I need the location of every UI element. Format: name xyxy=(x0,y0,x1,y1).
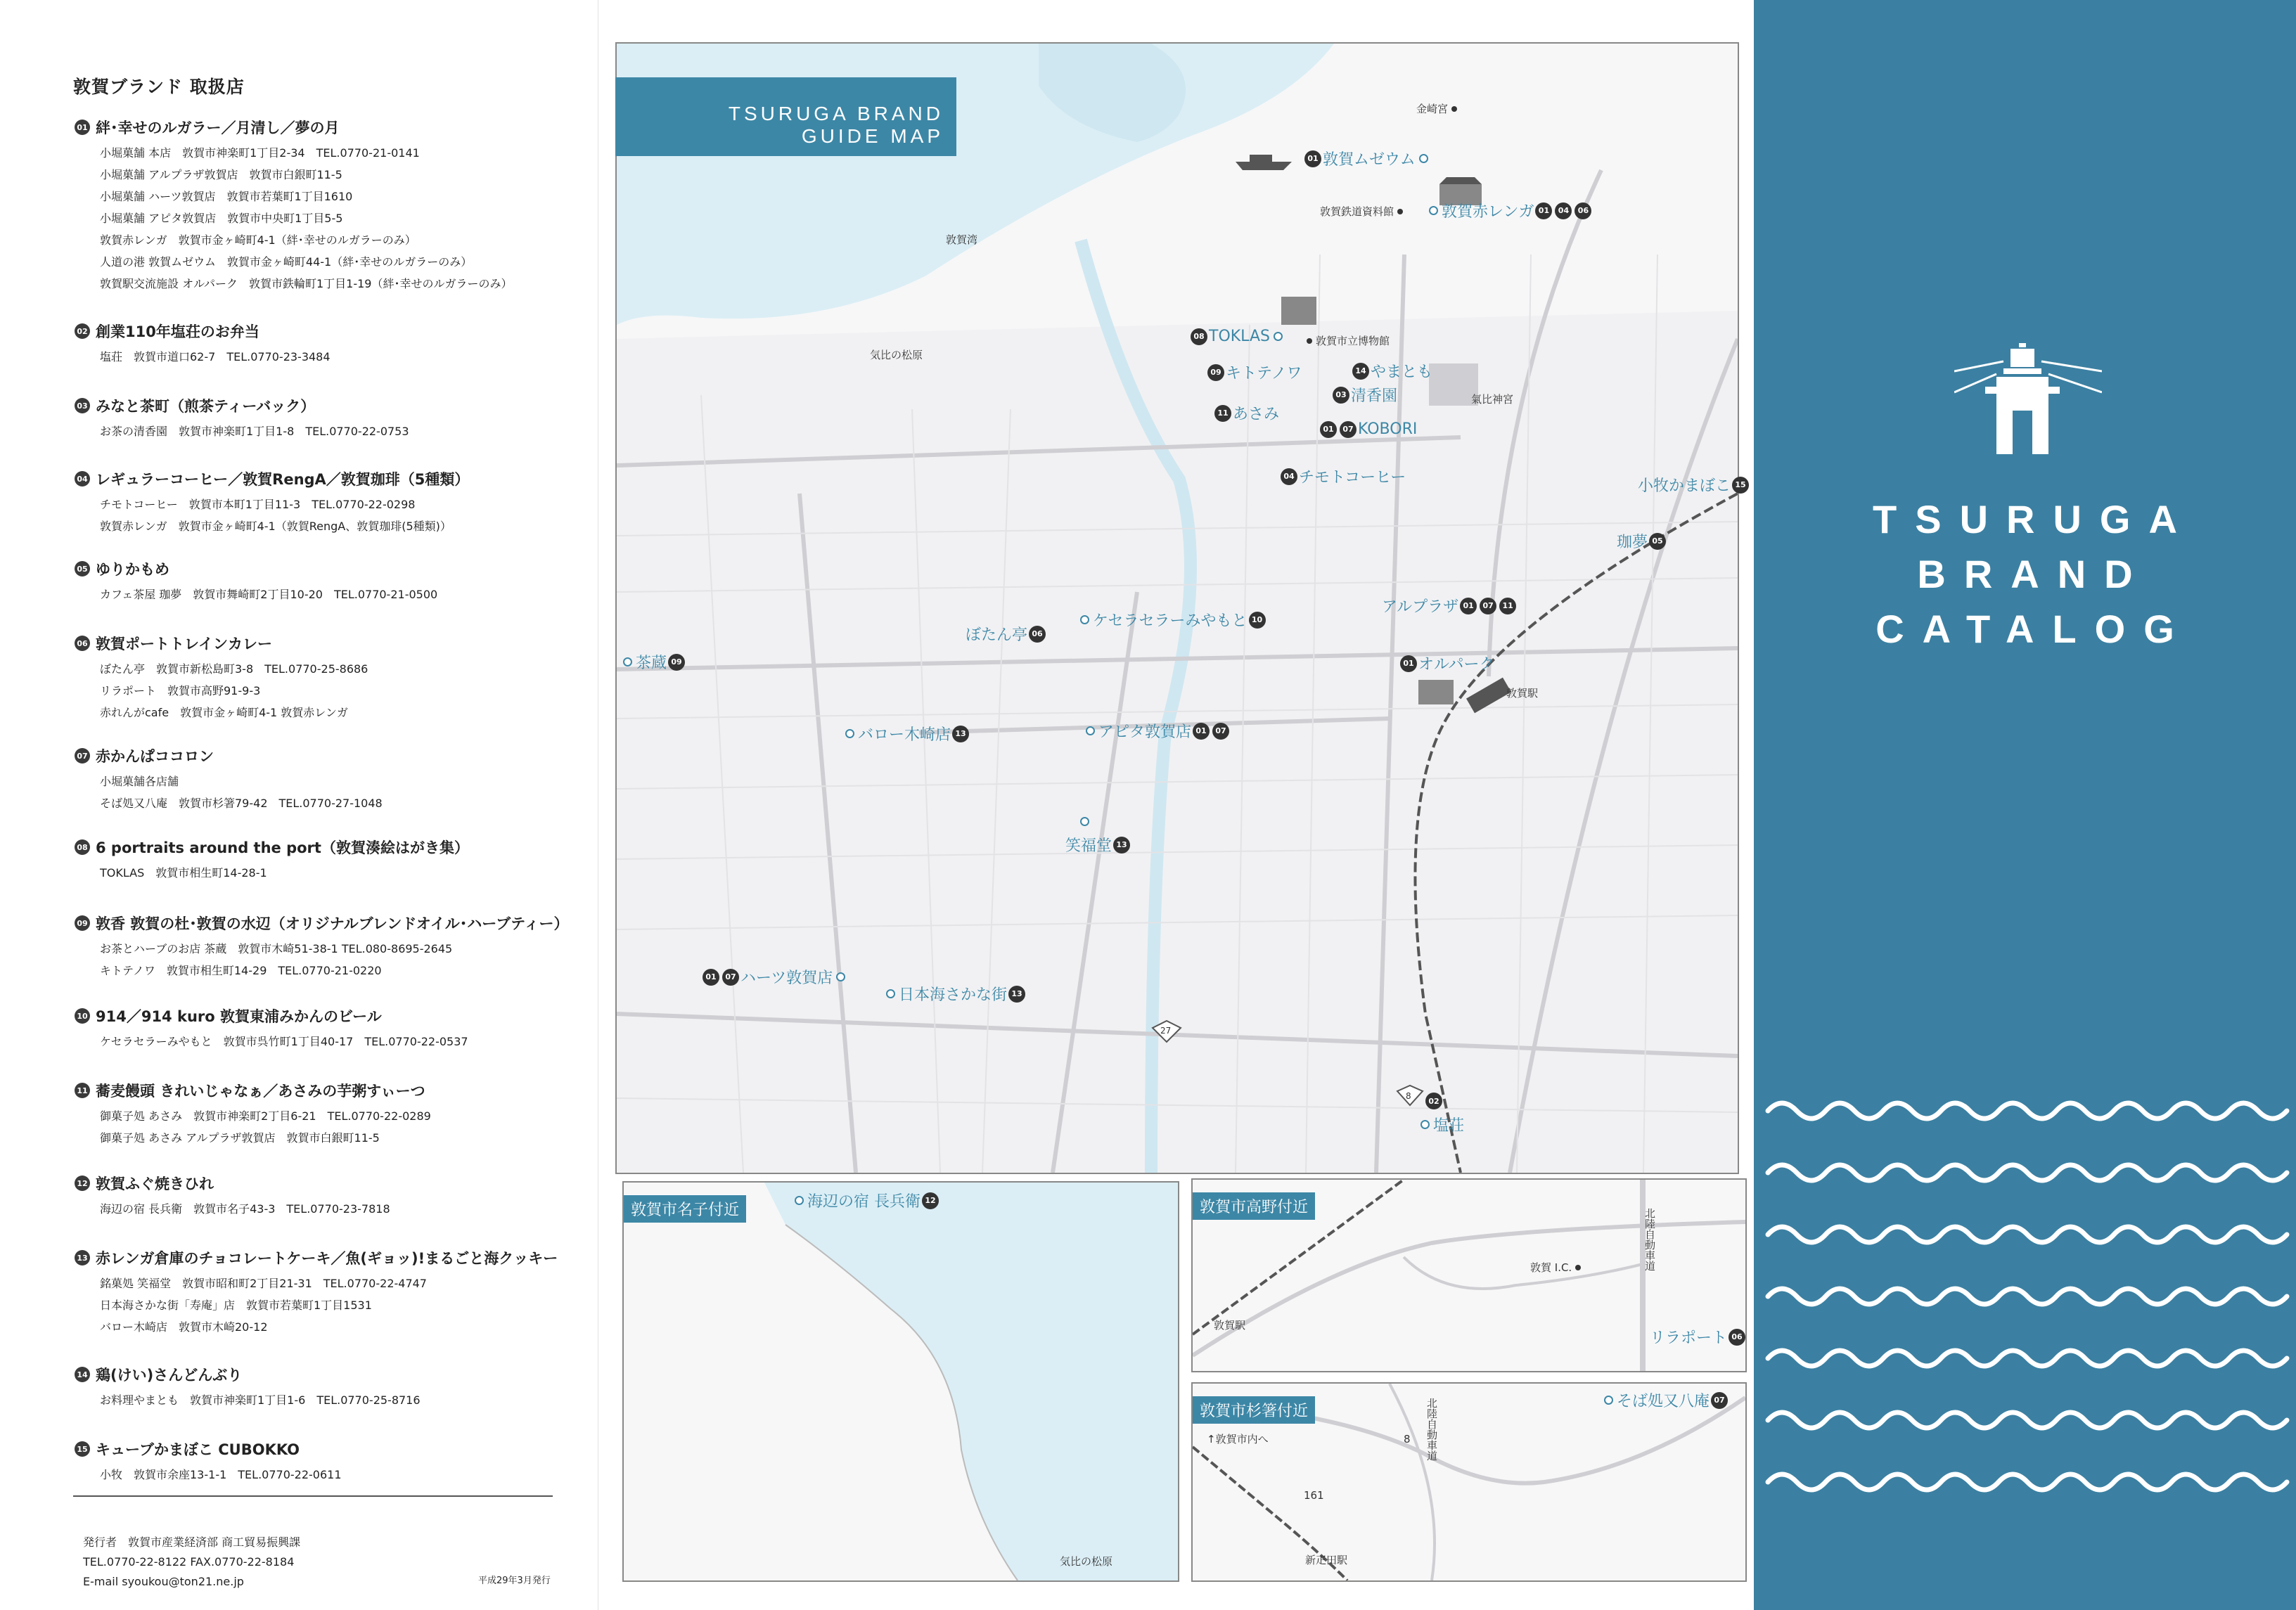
map-title-line1: TSURUGA BRAND xyxy=(728,103,944,124)
pin-seikoen[interactable]: 03 清香園 xyxy=(1331,384,1397,406)
list-item xyxy=(75,1247,595,1338)
product-title xyxy=(75,1247,595,1268)
shop-line: キトテノワ 敦賀市相生町14-29 TEL.0770-21-0220 xyxy=(100,964,382,977)
pin-shioso-label[interactable]: 塩荘 xyxy=(1417,1114,1464,1135)
pin-chimoto[interactable]: 04 チモトコーヒー xyxy=(1279,465,1406,487)
product-title-text: みなと茶町（煎茶ティーバック） xyxy=(96,398,316,415)
product-title-text: ゆりかもめ xyxy=(96,561,169,578)
product-title xyxy=(75,321,595,342)
shop-line: リラポート 敦賀市高野91-9-3 xyxy=(100,684,261,697)
product-title xyxy=(75,395,595,416)
shop-line: 赤れんがcafe 敦賀市金ヶ崎町4-1 敦賀赤レンガ xyxy=(100,706,348,719)
entry-number-badge: 09 xyxy=(75,915,90,931)
route-8-label: 8 xyxy=(1406,1091,1411,1101)
list-item xyxy=(75,321,595,368)
inset-takano-label: 敦賀市高野付近 xyxy=(1193,1192,1315,1220)
lighthouse-icon xyxy=(1954,343,2102,470)
entry-number-badge: 04 xyxy=(75,471,90,487)
product-title xyxy=(75,1080,595,1101)
cover-title-line3: CATALOG xyxy=(1875,607,2193,651)
list-item xyxy=(75,633,595,723)
product-title-text: 914／914 kuro 敦賀東浦みかんのビール xyxy=(96,1008,382,1025)
product-title-text: 赤レンガ倉庫のチョコレートケーキ／魚(ギョッ)!まるごと海クッキー xyxy=(96,1250,558,1267)
pin-toklas[interactable]: 08 TOKLAS xyxy=(1189,328,1286,345)
pin-kitotenowa[interactable]: 09 キトテノワ xyxy=(1206,361,1302,383)
pin-yamatomo[interactable]: 14 やまとも xyxy=(1351,360,1432,382)
pin-museum[interactable]: 01 敦賀ムゼウム xyxy=(1303,148,1432,169)
entry-number-badge: 13 xyxy=(75,1250,90,1266)
pin-alplaza[interactable]: アルプラザ 01 07 11 xyxy=(1382,595,1518,617)
bay-label: 敦賀湾 xyxy=(946,233,978,246)
product-title-text: 敦賀ポートトレインカレー xyxy=(96,636,272,652)
inset-to-city-label: ↑敦賀市内へ xyxy=(1207,1433,1269,1445)
rail-museum-label: 敦賀鉄道資料館 xyxy=(1320,204,1406,219)
shop-line: 日本海さかな街「寿庵」店 敦賀市若葉町1丁目1531 xyxy=(100,1299,372,1312)
wave-line xyxy=(1768,1412,2287,1428)
product-title xyxy=(75,117,595,138)
list-item xyxy=(75,1438,595,1486)
pin-botantei[interactable]: ぼたん亭 06 xyxy=(966,623,1047,645)
product-title-text: 絆･幸せのルガラー／月清し／夢の月 xyxy=(96,120,340,136)
list-item xyxy=(75,1364,595,1411)
cover-title-line2: BRAND xyxy=(1917,552,2151,596)
product-title-text: 敦賀ふぐ焼きひれ xyxy=(96,1176,214,1192)
entry-number-badge: 05 xyxy=(75,561,90,577)
shop-line: 人道の港 敦賀ムゼウム 敦賀市金ヶ崎町44-1（絆･幸せのルガラーのみ） xyxy=(100,255,473,269)
pin-komaki[interactable]: 小牧かまぼこ 15 xyxy=(1638,474,1750,496)
inset-takano-station: 敦賀駅 xyxy=(1214,1319,1246,1332)
pin-chobei[interactable]: 海辺の宿 長兵衛 12 xyxy=(791,1190,940,1211)
product-title-text: キューブかまぼこ CUBOKKO xyxy=(96,1441,300,1458)
entry-number-badge: 11 xyxy=(75,1083,90,1098)
product-title xyxy=(75,913,595,934)
product-title xyxy=(75,468,595,489)
entry-number-badge: 03 xyxy=(75,398,90,413)
product-title xyxy=(75,837,595,858)
entry-number-badge: 07 xyxy=(75,748,90,764)
wave-line xyxy=(1768,1289,2287,1304)
list-item xyxy=(75,745,595,814)
product-title-text: レギュラーコーヒー／敦賀RengA／敦賀珈琲（5種類） xyxy=(96,471,470,488)
inset-nago xyxy=(622,1181,1179,1582)
entry-number-badge: 12 xyxy=(75,1176,90,1191)
wave-pattern xyxy=(1754,1097,2296,1533)
shop-line: 塩荘 敦賀市道口62-7 TEL.0770-23-3484 xyxy=(100,350,331,363)
pin-relaport[interactable]: リラポート 06 xyxy=(1650,1326,1747,1348)
map-title-line2: GUIDE MAP xyxy=(801,125,944,147)
pin-apita[interactable]: アピタ敦賀店 01 07 xyxy=(1082,720,1231,742)
map-title xyxy=(615,77,956,156)
entry-number-badge: 10 xyxy=(75,1008,90,1024)
wave-line xyxy=(1768,1351,2287,1366)
list-item xyxy=(75,1173,595,1220)
shop-line: チモトコーヒー 敦賀市本町1丁目11-3 TEL.0770-22-0298 xyxy=(100,498,416,511)
list-item xyxy=(75,1005,595,1052)
product-title xyxy=(75,1173,595,1194)
entry-number-badge: 08 xyxy=(75,839,90,855)
list-item xyxy=(75,468,595,537)
publisher-info xyxy=(83,1533,300,1592)
pin-asami[interactable]: 11 あさみ xyxy=(1213,402,1279,424)
pin-akarenga[interactable]: 敦賀赤レンガ 01 04 06 xyxy=(1425,200,1593,221)
product-title-text: 鶏(けい)さんどんぶり xyxy=(96,1367,243,1384)
publisher-line: 発行者 敦賀市産業経済部 商工貿易振興課 xyxy=(83,1535,301,1549)
wave-line xyxy=(1768,1474,2287,1490)
shop-line: お料理やまとも 敦賀市神楽町1丁目1-6 TEL.0770-25-8716 xyxy=(100,1393,421,1407)
guide-map xyxy=(615,42,1746,1174)
product-title-text: 赤かんぱココロン xyxy=(96,748,214,765)
pin-matahachian[interactable]: そば処又八庵 07 xyxy=(1601,1389,1729,1411)
pin-chakura[interactable]: 茶蔵 09 xyxy=(620,651,686,673)
shop-line: お茶の清香園 敦賀市神楽町1丁目1-8 TEL.0770-22-0753 xyxy=(100,425,409,438)
shop-line: カフェ茶屋 珈夢 敦賀市舞崎町2丁目10-20 TEL.0770-21-0500 xyxy=(100,588,438,601)
shop-list-panel xyxy=(0,0,598,1610)
pin-kamu[interactable]: 珈夢 05 xyxy=(1617,530,1667,552)
entry-number-badge: 01 xyxy=(75,120,90,135)
list-item xyxy=(75,558,595,605)
inset-shinhikida-station: 新疋田駅 xyxy=(1305,1554,1348,1566)
product-title xyxy=(75,1364,595,1385)
shop-line: 小牧 敦賀市余座13-1-1 TEL.0770-22-0611 xyxy=(100,1468,342,1481)
pin-shofukudo[interactable] xyxy=(1077,817,1093,826)
entry-number-badge: 14 xyxy=(75,1367,90,1382)
shop-line: 銘菓処 笑福堂 敦賀市昭和町2丁目21-31 TEL.0770-22-4747 xyxy=(100,1277,427,1290)
pin-queserasera[interactable]: ケセラセラーみやもと 10 xyxy=(1077,609,1267,631)
shop-line: 小堀菓舗 本店 敦賀市神楽町1丁目2-34 TEL.0770-21-0141 xyxy=(100,146,420,160)
shop-line: ケセラセラーみやもと 敦賀市呉竹町1丁目40-17 TEL.0770-22-0537 xyxy=(100,1035,468,1048)
shop-line: ぼたん亭 敦賀市新松島町3-8 TEL.0770-25-8686 xyxy=(100,662,368,676)
wave-line xyxy=(1768,1103,2287,1119)
shop-line: 小堀菓舗各店舗 xyxy=(100,775,179,788)
pin-hearts[interactable]: 01 07 ハーツ敦賀店 xyxy=(701,966,849,988)
publisher-line: E-mail syoukou@ton21.ne.jp xyxy=(83,1575,244,1588)
shop-line: そば処又八庵 敦賀市杉箸79-42 TEL.0770-27-1048 xyxy=(100,797,383,810)
inset-nago-map xyxy=(624,1183,1178,1580)
pin-shofukudo-label[interactable]: 笑福堂 13 xyxy=(1065,834,1131,856)
kehi-pine-label: 気比の松原 xyxy=(870,349,923,361)
inset-ic-label: 敦賀 I.C. xyxy=(1530,1260,1584,1275)
shop-line: TOKLAS 敦賀市相生町14-28-1 xyxy=(100,866,267,880)
shop-line: 小堀菓舗 アルプラザ敦賀店 敦賀市白銀町11-5 xyxy=(100,168,342,181)
product-title xyxy=(75,745,595,766)
product-title-text: 6 portraits around the port（敦賀湊絵はがき集） xyxy=(96,839,469,856)
shop-line: 御菓子処 あさみ アルプラザ敦賀店 敦賀市白銀町11-5 xyxy=(100,1131,380,1145)
inset-expressway-label: 北陸自動車道 xyxy=(1643,1208,1656,1271)
entry-number-badge: 15 xyxy=(75,1441,90,1457)
shop-line: バロー木崎店 敦賀市木崎20-12 xyxy=(100,1320,268,1334)
product-title xyxy=(75,558,595,579)
shop-line: 御菓子処 あさみ 敦賀市神楽町2丁目6-21 TEL.0770-22-0289 xyxy=(100,1109,431,1123)
station-label: 敦賀駅 xyxy=(1506,687,1539,700)
inset-nago-label: 敦賀市名子付近 xyxy=(624,1195,746,1223)
pin-shioso[interactable]: 02 xyxy=(1424,1093,1444,1109)
cover-title xyxy=(1754,492,2296,657)
list-heading: 敦賀ブランド 取扱店 xyxy=(73,77,245,97)
city-museum-label: 敦賀市立博物館 xyxy=(1303,333,1390,348)
cover-panel xyxy=(1754,0,2296,1610)
divider xyxy=(73,1495,553,1497)
shop-line: お茶とハーブのお店 茶蔵 敦賀市木崎51-38-1 TEL.080-8695-2645 xyxy=(100,942,453,955)
pin-sakanamachi[interactable]: 日本海さかな街 13 xyxy=(883,983,1027,1005)
cover-title-line1: TSURUGA xyxy=(1873,497,2195,541)
product-title xyxy=(75,1005,595,1026)
product-title-text: 創業110年塩荘のお弁当 xyxy=(96,323,259,340)
list-item xyxy=(75,1080,595,1149)
orpark-building-icon xyxy=(1418,680,1454,704)
entry-number-badge: 06 xyxy=(75,636,90,651)
inset-takano xyxy=(1191,1178,1747,1372)
shop-line: 敦賀赤レンガ 敦賀市金ヶ崎町4-1（絆･幸せのルガラーのみ） xyxy=(100,233,416,247)
list-item xyxy=(75,837,595,884)
pin-orpark[interactable]: 01 オルパーク xyxy=(1399,652,1494,674)
publish-date: 平成29年3月発行 xyxy=(478,1576,551,1586)
publisher-line: TEL.0770-22-8122 FAX.0770-22-8184 xyxy=(83,1555,295,1569)
ship-icon xyxy=(1236,155,1292,170)
product-title-text: 蕎麦饅頭 きれいじゃなぁ／あさみの芋粥すぃーつ xyxy=(96,1083,425,1100)
kanegasaki-label: 金崎宮 xyxy=(1416,101,1461,116)
wave-line xyxy=(1768,1227,2287,1242)
inset-route161-label: 161 xyxy=(1304,1489,1324,1502)
land-area xyxy=(617,311,1738,1173)
list-item xyxy=(75,117,595,295)
inset-sugihashi-expressway: 北陸自動車道 xyxy=(1425,1398,1438,1461)
inset-sugihashi-label: 敦賀市杉箸付近 xyxy=(1193,1396,1315,1424)
inset-route8-label: 8 xyxy=(1404,1433,1411,1445)
product-title-text: 敦香 敦賀の杜･敦賀の水辺（オリジナルブレンドオイル･ハーブティー） xyxy=(96,915,569,932)
route-27-label: 27 xyxy=(1160,1026,1172,1036)
inset-sugihashi xyxy=(1191,1382,1747,1582)
pin-valor[interactable]: バロー木崎店 13 xyxy=(842,723,970,745)
product-title xyxy=(75,1438,595,1460)
list-item xyxy=(75,395,595,442)
shop-line: 小堀菓舗 アピタ敦賀店 敦賀市中央町1丁目5-5 xyxy=(100,212,343,225)
toklas-building-icon xyxy=(1281,297,1316,325)
entry-number-badge: 02 xyxy=(75,323,90,339)
list-item xyxy=(75,913,595,981)
inset-kehi-label: 気比の松原 xyxy=(1060,1555,1113,1568)
kehi-shrine-label: 氣比神宮 xyxy=(1471,393,1514,406)
shop-line: 海辺の宿 長兵衛 敦賀市名子43-3 TEL.0770-23-7818 xyxy=(100,1202,390,1216)
shop-line: 敦賀赤レンガ 敦賀市金ヶ崎町4-1（敦賀RengA、敦賀珈琲(5種類)） xyxy=(100,520,451,533)
product-title xyxy=(75,633,595,654)
shop-line: 小堀菓舗 ハーツ敦賀店 敦賀市若葉町1丁目1610 xyxy=(100,190,353,203)
pin-kobori[interactable]: 01 07 KOBORI xyxy=(1319,420,1417,438)
shop-line: 敦賀駅交流施設 オルパーク 敦賀市鉄輪町1丁目1-19（絆･幸せのルガラーのみ） xyxy=(100,277,513,290)
wave-line xyxy=(1768,1165,2287,1180)
